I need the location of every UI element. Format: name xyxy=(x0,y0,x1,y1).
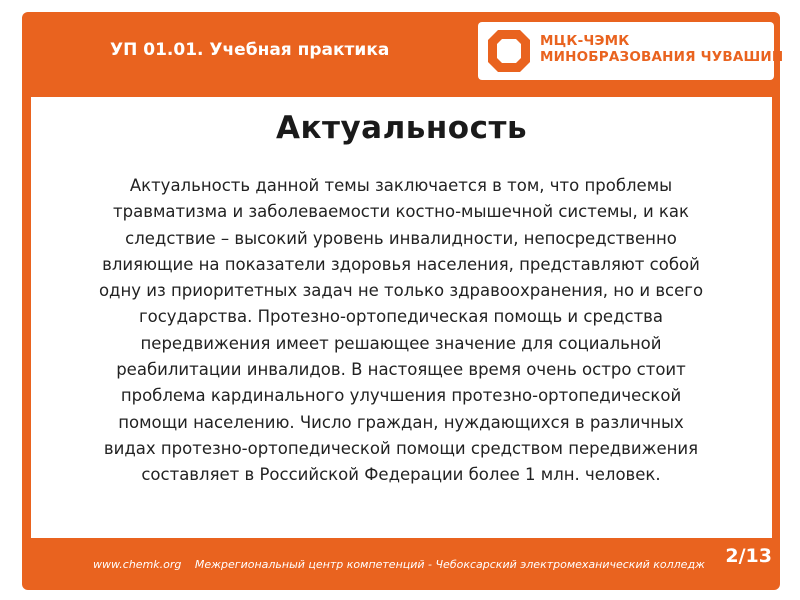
text-line: передвижения имеет решающее значение для социальной xyxy=(140,333,662,353)
text-line: проблема кардинального улучшения протезно-ортопедической xyxy=(120,386,682,406)
page-number: 2/13 xyxy=(725,545,772,567)
footer-org-name: Межрегиональный центр компетенций - Чебоксарский электромеханический колледж xyxy=(194,558,705,571)
logo-text xyxy=(540,33,783,65)
footer xyxy=(93,558,705,571)
body-paragraph xyxy=(40,173,762,489)
text-line: травматизма и заболеваемости костно-мышечной системы, и как xyxy=(113,202,689,222)
text-line: влияющие на показатели здоровья населения, представляют собой xyxy=(102,254,700,274)
text-line: помощи населению. Число граждан, нуждающихся в различных xyxy=(118,412,684,432)
mck-chemk-logo-icon xyxy=(484,26,534,76)
logo-line-1: МЦК-ЧЭМК xyxy=(540,33,630,49)
text-line: одну из приоритетных задач не только здравоохранения, но и всего xyxy=(98,281,704,301)
text-line: составляет в Российской Федерации более 1 млн. человек. xyxy=(141,465,661,485)
slide-title: УП 01.01. Учебная практика xyxy=(110,40,390,60)
footer-site-link[interactable]: www.chemk.org xyxy=(93,558,182,571)
logo-line-2: МИНОБРАЗОВАНИЯ ЧУВАШИИ xyxy=(540,49,784,65)
text-line: видах протезно-ортопедической помощи средством передвижения xyxy=(103,438,699,458)
text-line: Актуальность данной темы заключается в том, что проблемы xyxy=(129,176,673,195)
section-heading: Актуальность xyxy=(275,110,528,146)
text-line: государства. Протезно-ортопедическая помощь и средства xyxy=(138,307,664,327)
text-line: следствие – высокий уровень инвалидности, непосредственно xyxy=(125,228,677,248)
text-line: реабилитации инвалидов. В настоящее время очень остро стоит xyxy=(116,360,686,380)
